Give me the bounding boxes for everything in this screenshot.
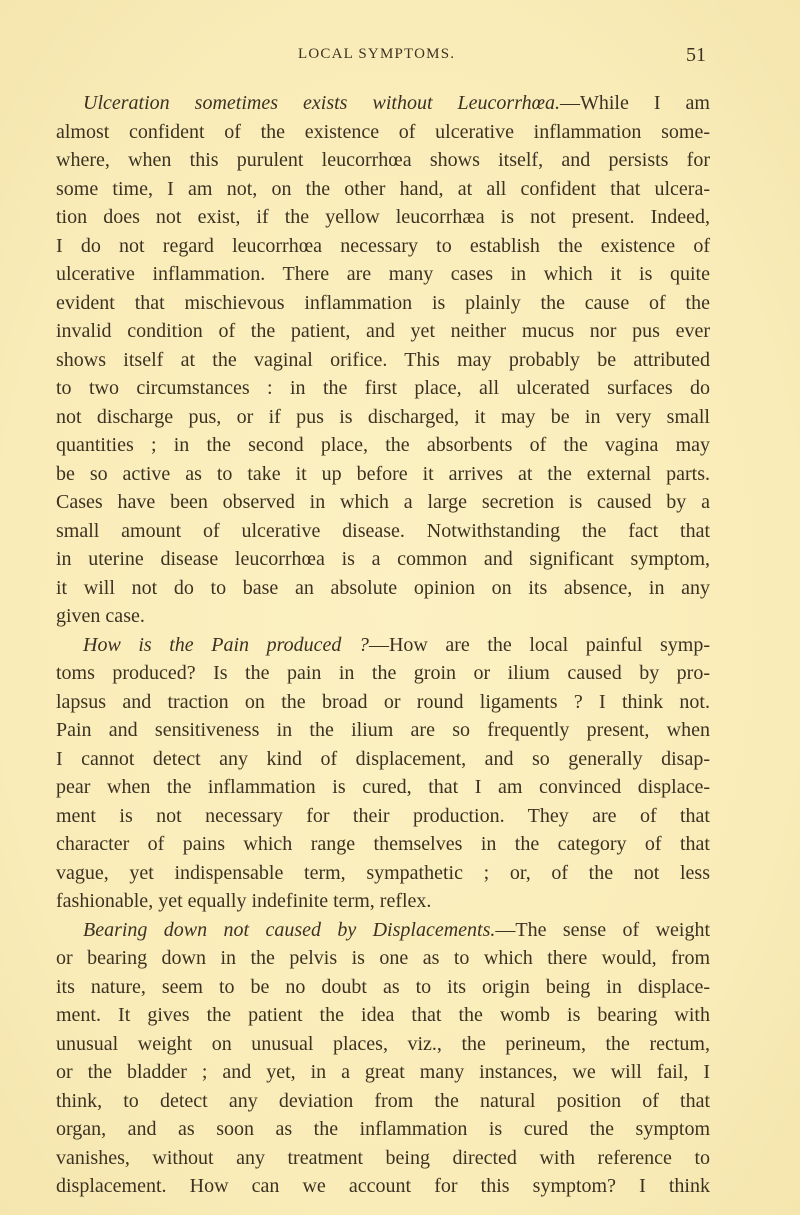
line-text: ment. It gives the patient the idea that the womb is bearing with [56,1004,710,1026]
line-text: evident that mischievous inflammation is plainly the cause of the [56,291,710,314]
text-line [56,203,710,232]
text-line [56,317,710,346]
line-text: invalid condition of the patient, and yet neither mucus nor pus ever [56,320,710,342]
line-text: Pain and sensitiveness in the ilium are so frequently present, when [56,719,710,741]
body-text [56,89,710,1201]
line-text: it will not do to base an absolute opinion on its absence, in any [56,576,710,599]
text-line [56,773,710,802]
text-line [56,1001,710,1030]
text-line [56,460,710,489]
line-text: —While I am [559,92,710,114]
paragraph-heading: How is the Pain produced ? [83,633,369,656]
line-text: almost confident of the existence of ulcerative inflammation some- [56,120,710,143]
text-line [56,944,710,973]
paragraph [56,631,710,916]
line-text: lapsus and traction on the broad or round ligaments ? I think not. [56,690,710,713]
text-line [56,830,710,859]
line-text: or the bladder ; and yet, in a great many instances, we will fail, I [56,1061,710,1083]
line-text: tion does not exist, if the yellow leucorrhæa is not present. Indeed, [56,206,710,228]
line-text: to two circumstances : in the first place, all ulcerated surfaces do [56,377,710,399]
text-line [56,1115,710,1144]
text-line [56,431,710,460]
text-line [56,260,710,289]
text-line [56,1172,710,1201]
text-line [56,659,710,688]
line-text: think, to detect any deviation from the natural position of that [56,1089,710,1112]
line-text: character of pains which range themselves in the category of that [56,833,710,855]
text-line [56,688,710,717]
text-line [56,118,710,147]
text-line [56,887,710,916]
paragraph [56,89,710,631]
text-line [56,346,710,375]
line-text: organ, and as soon as the inflammation is cured the symptom [56,1118,710,1140]
text-line [56,1144,710,1173]
page-number: 51 [686,44,706,66]
text-line [56,146,710,175]
line-text: quantities ; in the second place, the absorbents of the vagina may [56,434,710,456]
text-line [56,631,710,660]
paragraph [56,916,710,1201]
text-line [56,1058,710,1087]
text-line [56,916,710,945]
line-text: I cannot detect any kind of displacement, and so generally disap- [56,747,710,770]
text-line [56,716,710,745]
line-text: toms produced? Is the pain in the groin or ilium caused by pro- [56,662,710,684]
text-line [56,745,710,774]
line-text: or bearing down in the pelvis is one as to which there would, from [56,947,710,969]
running-title: LOCAL SYMPTOMS. [298,46,456,62]
line-text: be so active as to take it up before it arrives at the external parts. [56,462,710,485]
line-text: given case. [56,605,145,627]
line-text: ment is not necessary for their production. They are of that [56,804,710,827]
text-line [56,802,710,831]
line-text: fashionable, yet equally indefinite term, reflex. [56,890,432,912]
line-text: Cases have been observed in which a large secretion is caused by a [56,491,710,513]
text-line [56,289,710,318]
line-text: its nature, seem to be no doubt as to its origin being in displace- [56,975,710,998]
text-line [56,374,710,403]
line-text: shows itself at the vaginal orifice. This may probably be attributed [56,348,710,371]
text-line [56,602,710,631]
text-line [56,175,710,204]
text-line [56,232,710,261]
line-text: some time, I am not, on the other hand, at all confident that ulcera- [56,177,710,200]
text-line [56,89,710,118]
line-text: —How are the local painful symp- [368,633,710,656]
line-text: vague, yet indispensable term, sympathetic ; or, of the not less [56,861,710,884]
text-line [56,859,710,888]
line-text: small amount of ulcerative disease. Notwithstanding the fact that [56,519,710,542]
text-line [56,488,710,517]
line-text: ulcerative inflammation. There are many cases in which it is quite [56,263,710,285]
line-text: —The sense of weight [495,918,711,941]
text-line [56,517,710,546]
line-text: not discharge pus, or if pus is discharged, it may be in very small [56,405,710,428]
text-line [56,1030,710,1059]
line-text: pear when the inflammation is cured, that I am convinced displace- [56,776,710,798]
line-text: unusual weight on unusual places, viz., the perineum, the rectum, [56,1032,710,1055]
line-text: in uterine disease leucorrhœa is a common and significant symptom, [56,548,710,570]
line-text: where, when this purulent leucorrhœa shows itself, and persists for [56,149,710,171]
paragraph-heading: Ulceration sometimes exists without Leucorrhœa. [83,92,560,114]
text-line [56,545,710,574]
line-text: I do not regard leucorrhœa necessary to establish the existence of [56,234,710,257]
line-text: displacement. How can we account for this symptom? I think [56,1175,710,1197]
line-text: vanishes, without any treatment being directed with reference to [56,1146,710,1169]
text-line [56,1087,710,1116]
text-line [56,973,710,1002]
text-line [56,574,710,603]
paragraph-heading: Bearing down not caused by Displacements. [83,918,496,941]
text-line [56,403,710,432]
